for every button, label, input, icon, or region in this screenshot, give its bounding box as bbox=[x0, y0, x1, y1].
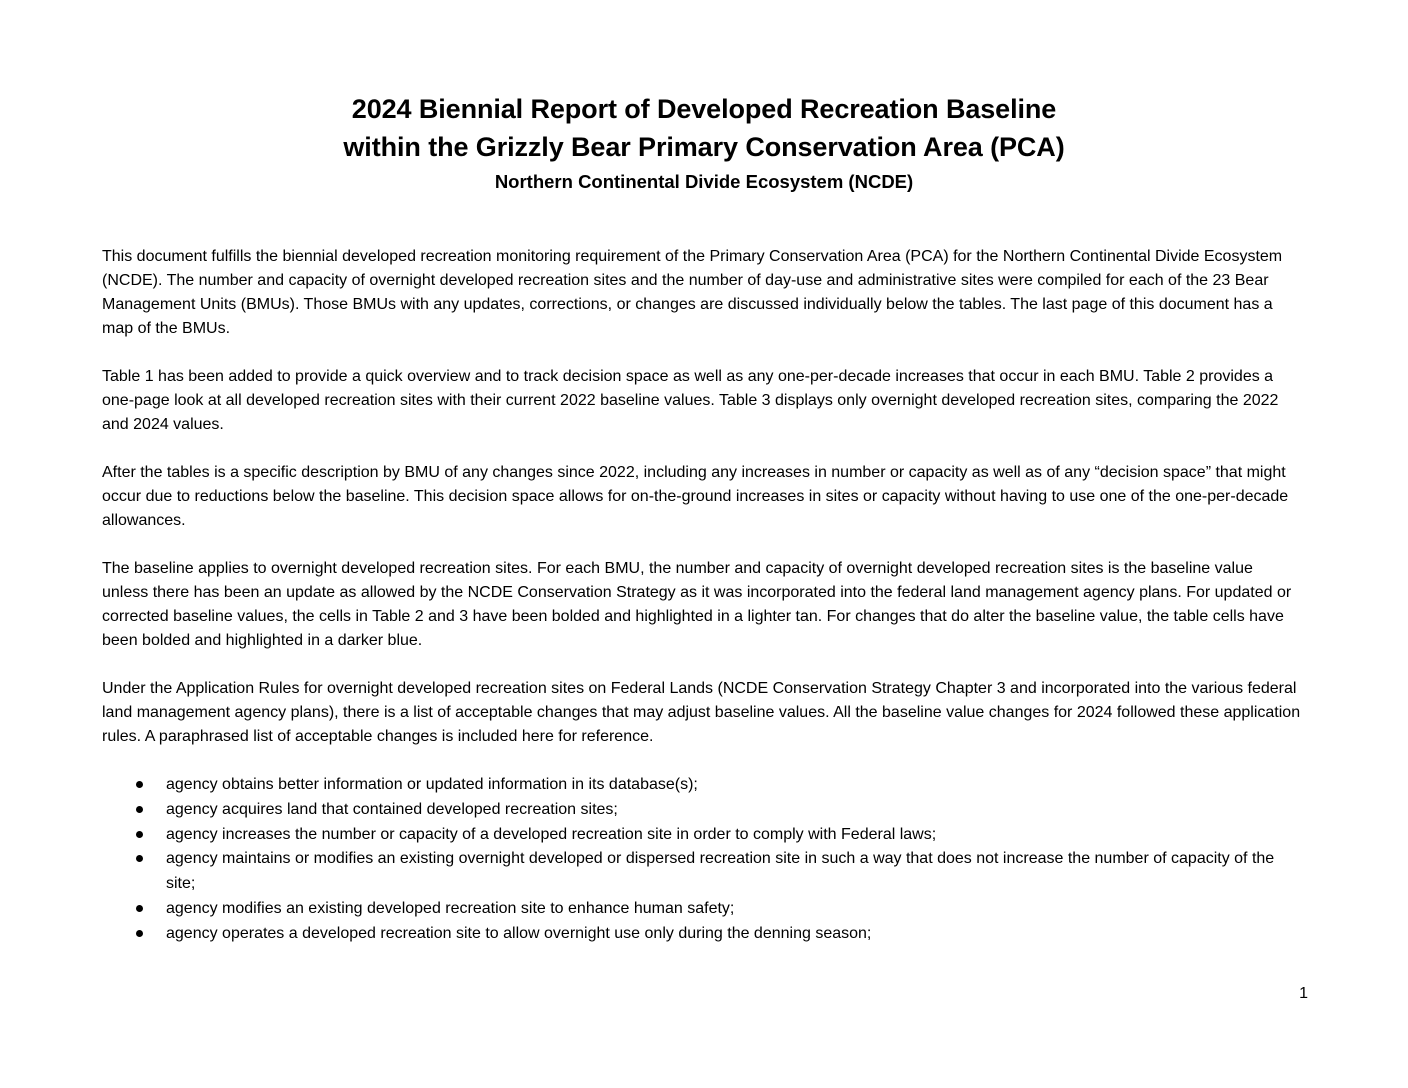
page-title-line-2: within the Grizzly Bear Primary Conservation Area (PCA) bbox=[343, 132, 1065, 162]
bullet-icon bbox=[136, 806, 143, 813]
bullet-icon bbox=[136, 781, 143, 788]
bullet-icon bbox=[136, 905, 143, 912]
page-subtitle: Northern Continental Divide Ecosystem (NCDE) bbox=[494, 171, 914, 192]
title-block bbox=[0, 90, 1408, 196]
bullet-icon bbox=[136, 855, 143, 862]
list-item-text: agency maintains or modifies an existing overnight developed or dispersed recreation site in such a way that does not increase the number of capacity of the site; bbox=[166, 850, 1275, 893]
table-overview-paragraph: Table 1 has been added to provide a quick overview and to track decision space as well as any one-per-decade increases that occur in each BMU. Table 2 provides a one-page look at all developed recreation sites with their current 2022 baseline values. Table 3 displays only overnight developed recreation sites, comparing the 2022 and 2024 values. bbox=[102, 368, 1279, 433]
list-item-text: agency operates a developed recreation site to allow overnight use only during the denning season; bbox=[166, 924, 872, 942]
list-item-text: agency obtains better information or updated information in its database(s); bbox=[166, 776, 698, 793]
list-item-text: agency acquires land that contained developed recreation sites; bbox=[166, 800, 618, 818]
list-item bbox=[102, 847, 1302, 897]
document-body bbox=[102, 245, 1302, 947]
bmu-description-paragraph: After the tables is a specific description by BMU of any changes since 2022, including any increases in number or capacity as well as of any “decision space” that might occur due to reductions below the baseline. This decision space allows for on-the-ground increases in sites or capacity without having to use one of the one-per-decade allowances. bbox=[102, 464, 1289, 529]
bullet-icon bbox=[136, 930, 143, 937]
list-item bbox=[102, 922, 1302, 947]
bullet-icon bbox=[136, 831, 143, 838]
baseline-paragraph: The baseline applies to overnight developed recreation sites. For each BMU, the number and capacity of overnight developed recreation sites is the baseline value unless there has been an update as allowed by the NCDE Conservation Strategy as it was incorporated into the federal land management agency plans. For updated or corrected baseline values, the cells in Table 2 and 3 have been bolded and highlighted in a lighter tan. For changes that do alter the baseline value, the table cells have been bolded and highlighted in a darker blue. bbox=[102, 560, 1292, 649]
intro-paragraph: This document fulfills the biennial developed recreation monitoring requirement of the Primary Conservation Area (PCA) for the Northern Continental Divide Ecosystem (NCDE). The number and capacity of overnight developed recreation sites and the number of day-use and administrative sites were compiled for each of the 23 Bear Management Units (BMUs). Those BMUs with any updates, corrections, or changes are discussed individually below the tables. The last page of this document has a map of the BMUs. bbox=[102, 248, 1283, 337]
application-rules-paragraph: Under the Application Rules for overnight developed recreation sites on Federal Lands (NCDE Conservation Strategy Chapter 3 and incorporated into the various federal land management agency plans), there is a list of acceptable changes that may adjust baseline values. All the baseline value changes for 2024 followed these application rules. A paraphrased list of acceptable changes is included here for reference. bbox=[102, 680, 1301, 745]
page-number: 1 bbox=[1299, 985, 1308, 1002]
list-item bbox=[102, 773, 1302, 798]
list-item-text: agency increases the number or capacity of a developed recreation site in order to comply with Federal laws; bbox=[166, 825, 937, 843]
acceptable-changes-list bbox=[102, 773, 1302, 947]
list-item bbox=[102, 798, 1302, 823]
list-item bbox=[102, 897, 1302, 922]
list-item-text: agency modifies an existing developed recreation site to enhance human safety; bbox=[166, 899, 735, 917]
page-title-line-1: 2024 Biennial Report of Developed Recreation Baseline bbox=[351, 94, 1057, 124]
list-item bbox=[102, 823, 1302, 848]
